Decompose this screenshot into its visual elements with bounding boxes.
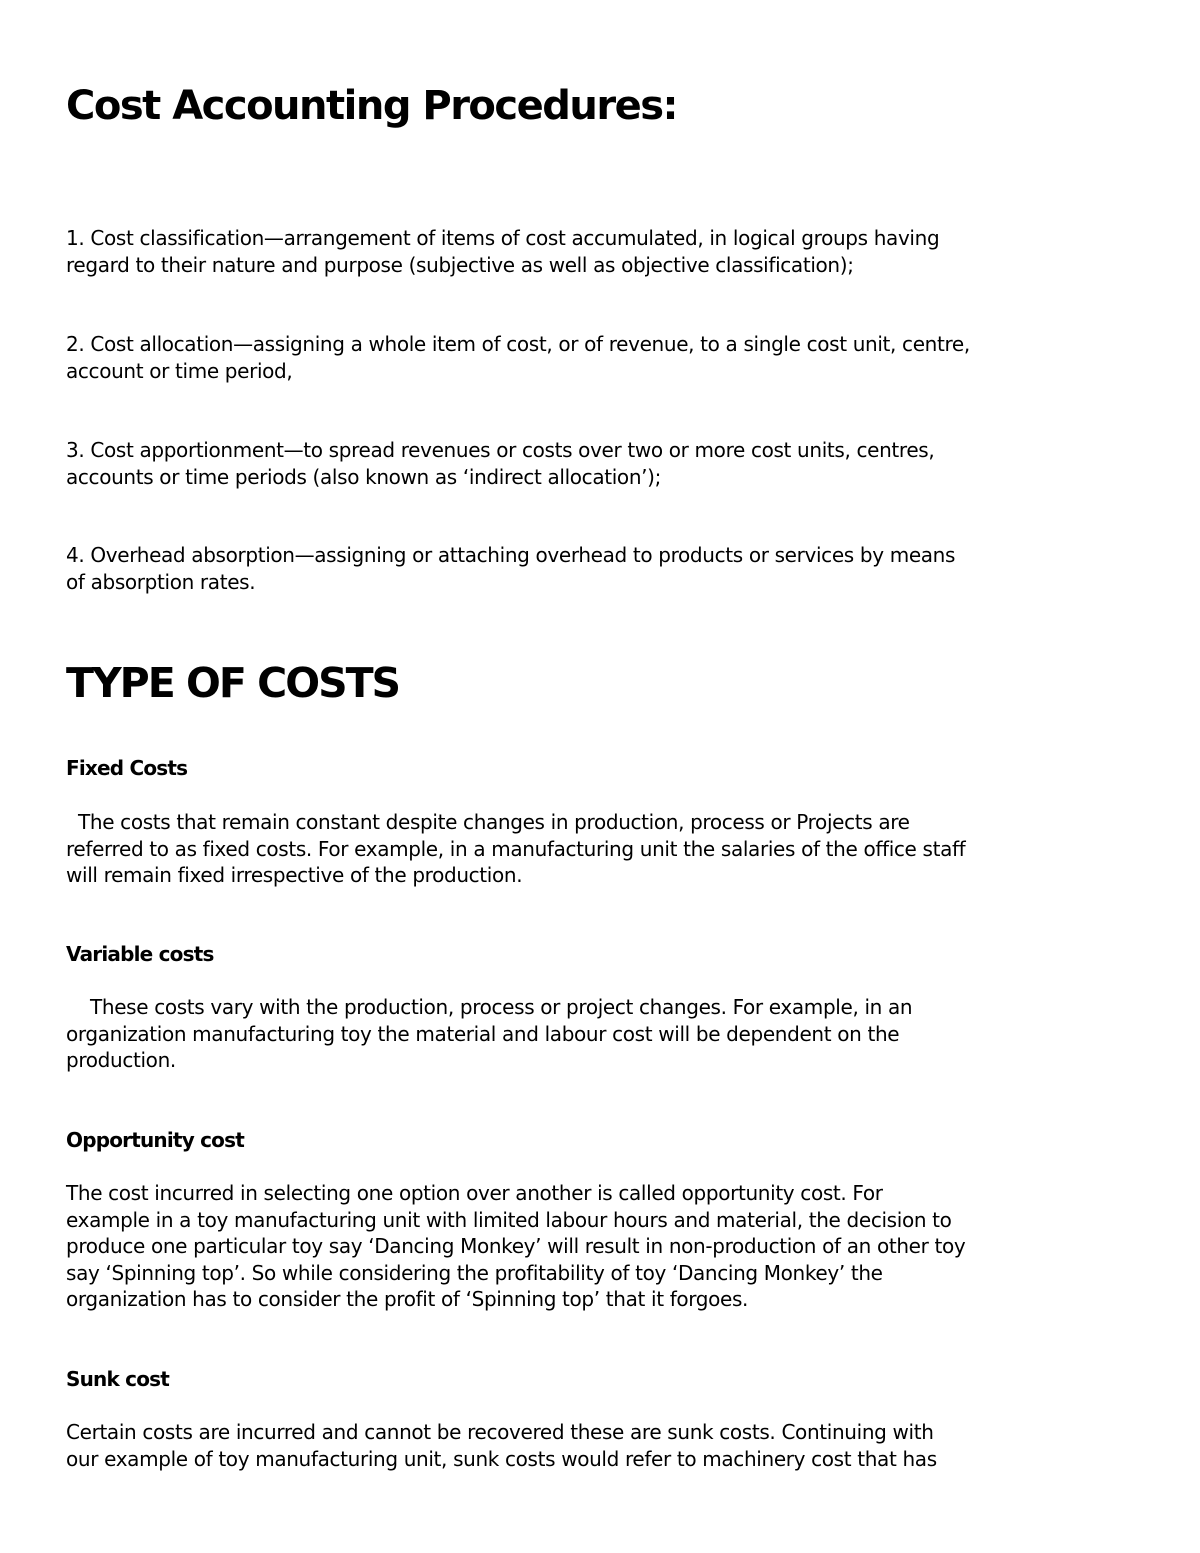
heading-sunk-cost: Sunk cost — [66, 1367, 170, 1391]
opportunity-cost-line-4: say ‘Spinning top’. So while considering the profitability of toy ‘Dancing Monkey’ the — [66, 1260, 883, 1285]
procedure-2-line-2: account or time period, — [66, 358, 293, 383]
heading-fixed-costs: Fixed Costs — [66, 756, 188, 780]
opportunity-cost-line-5: organization has to consider the profit of ‘Spinning top’ that it forgoes. — [66, 1287, 749, 1311]
fixed-costs-text — [66, 809, 1066, 889]
procedure-3 — [66, 437, 1066, 490]
procedure-1 — [66, 225, 1066, 278]
sunk-cost-text — [66, 1419, 1066, 1472]
variable-costs-line-3: production. — [66, 1048, 176, 1072]
procedure-1-line-1: 1. Cost classification—arrangement of items of cost accumulated, in logical groups having — [66, 226, 940, 250]
procedure-3-line-2: accounts or time periods (also known as ‘indirect allocation’); — [66, 464, 661, 489]
opportunity-cost-line-2: example in a toy manufacturing unit with limited labour hours and material, the decision to — [66, 1207, 952, 1232]
section-title-types: TYPE OF COSTS — [66, 659, 400, 707]
fixed-costs-line-3: will remain fixed irrespective of the production. — [66, 863, 523, 887]
variable-costs-line-2: organization manufacturing toy the material and labour cost will be dependent on the — [66, 1021, 900, 1046]
variable-costs-line-1: These costs vary with the production, process or project changes. For example, in an — [66, 995, 913, 1019]
page-title: Cost Accounting Procedures: — [66, 83, 678, 129]
sunk-cost-line-2: our example of toy manufacturing unit, sunk costs would refer to machinery cost that has — [66, 1446, 937, 1471]
procedure-3-line-1: 3. Cost apportionment—to spread revenues or costs over two or more cost units, centres, — [66, 438, 935, 462]
procedure-4-line-1: 4. Overhead absorption—assigning or attaching overhead to products or services by means — [66, 543, 956, 567]
procedure-4 — [66, 542, 1066, 595]
procedure-1-line-2: regard to their nature and purpose (subjective as well as objective classification); — [66, 252, 854, 277]
opportunity-cost-line-3: produce one particular toy say ‘Dancing Monkey’ will result in non-production of an other toy — [66, 1234, 966, 1258]
opportunity-cost-line-1: The cost incurred in selecting one option over another is called opportunity cost. For — [66, 1181, 883, 1205]
heading-variable-costs: Variable costs — [66, 942, 214, 966]
fixed-costs-line-1: The costs that remain constant despite changes in production, process or Projects are — [66, 810, 910, 834]
heading-opportunity-cost: Opportunity cost — [66, 1128, 244, 1152]
sunk-cost-line-1: Certain costs are incurred and cannot be recovered these are sunk costs. Continuing with — [66, 1420, 934, 1444]
opportunity-cost-text — [66, 1180, 1066, 1313]
variable-costs-text — [66, 994, 1066, 1074]
procedure-4-line-2: of absorption rates. — [66, 569, 256, 594]
procedure-2-line-1: 2. Cost allocation—assigning a whole item of cost, or of revenue, to a single cost unit, centre, — [66, 332, 970, 356]
fixed-costs-line-2: referred to as fixed costs. For example, in a manufacturing unit the salaries of the office staff — [66, 836, 966, 861]
procedure-2 — [66, 331, 1066, 384]
